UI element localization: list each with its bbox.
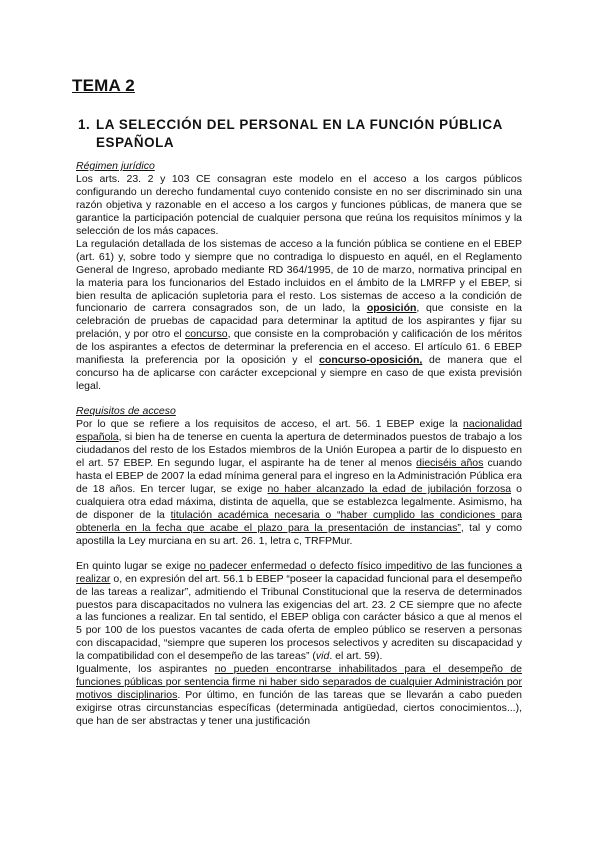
text-run: , que consiste en la celebración de pruebas de capacidad para determinar la aptitud de los aspirantes y fijar su prelación, y por otro el bbox=[76, 302, 522, 341]
subsection-title-regimen: Régimen jurídico bbox=[76, 160, 155, 172]
paragraph-regimen-1: Los arts. 23. 2 y 103 CE consagran este modelo en el acceso a los cargos públicos configurando un derecho fundamental cuyo contenido consiste en no ser discriminado sin una razón objetiva y razonable en el acceso a los cargos y funciones públicas, de manera que se garantice la participación potencial de cualquier persona que reúna los requisitos mínimos y la selección de los más capaces. bbox=[76, 172, 522, 237]
paragraph-regimen-2 bbox=[76, 238, 522, 393]
term-oposicion: oposición bbox=[366, 302, 417, 315]
subsection-title-requisitos: Requisitos de acceso bbox=[76, 405, 176, 418]
text-run: La regulación detallada de los sistemas de acceso a la función pública se contiene en el EBEP (art. 61) y, sobre todo y siempre que no contradiga lo dispuesto en aquél, en el Reglamento General de Ingreso, aprobado mediante RD 364/1995, de 10 de marzo, normativa principal en la materia para los funcionarios del Estado incluidos en el ámbito de la LMRFP y el EBEP, si bien resulta de aplicación supletoria para el resto. Los sistemas de acceso a la condición de funcionario de carrera consagrados son, de un lado, la bbox=[76, 237, 522, 315]
term-titulacion: titulación académica necesaria o “haber cumplido las condiciones para obtenerla en la fecha que acabe el plazo para la presentación de instancias” bbox=[76, 508, 522, 534]
text-run: Por lo que se refiere a los requisitos de acceso, el art. 56. 1 EBEP exige la bbox=[76, 418, 464, 431]
text-run: Igualmente, los aspirantes bbox=[76, 663, 215, 676]
text-run: . el art. 59). bbox=[329, 650, 383, 663]
section-number: 1. bbox=[78, 117, 91, 132]
section-heading bbox=[78, 116, 530, 152]
term-nacionalidad: nacionalidad española bbox=[76, 418, 522, 444]
chapter-title: TEMA 2 bbox=[72, 76, 135, 95]
text-run: En quinto lugar se exige bbox=[76, 559, 195, 572]
term-edad: dieciséis años bbox=[416, 456, 484, 469]
text-run: de manera que el concurso ha de aplicarse con carácter excepcional y siempre en caso de que exista previsión legal. bbox=[76, 354, 522, 393]
paragraph-requisitos-1 bbox=[76, 418, 522, 548]
term-vid: vid bbox=[315, 650, 330, 663]
paragraph-requisitos-3 bbox=[76, 663, 522, 728]
term-concurso: concurso bbox=[184, 328, 228, 341]
text-run: cuando hasta el EBEP de 2007 la edad mínima general para el ingreso en la Administración Pública era de 18 años. En tercer lugar, se exige bbox=[76, 456, 523, 495]
text-run: , tal y como apostilla la Ley murciana en su art. 26. 1, letra c, TRFPMur. bbox=[76, 521, 522, 547]
text-run: o cualquiera otra edad máxima, distinta de aquella, que se establezca legalmente. Asimismo, ha de disponer de la bbox=[76, 482, 522, 521]
term-concurso-oposicion: concurso-oposición, bbox=[319, 354, 423, 367]
term-enfermedad: no padecer enfermedad o defecto físico impeditivo de las funciones a realizar bbox=[76, 559, 522, 585]
paragraph-requisitos-2 bbox=[76, 560, 522, 664]
term-jubilacion: no haber alcanzado la edad de jubilación forzosa bbox=[267, 482, 512, 495]
text-run: , que consiste en la comprobación y calificación de los méritos de los aspirantes a efectos de determinar la preferencia en el acceso. El artículo 61. 6 EBEP manifiesta la preferencia por la oposición y el bbox=[76, 328, 522, 367]
term-inhabilitados: no pueden encontrarse inhabilitados para el desempeño de funciones públicas por sentencia firme ni haber sido separados de cualquier Administración por motivos disciplinarios bbox=[76, 663, 523, 702]
text-run: , si bien ha de tenerse en cuenta la apertura de determinados puestos de trabajo a los ciudadanos del resto de los Estados miembros de la Unión Europea a partir de lo dispuesto en el art. 57 EBEP. En segundo lugar, el aspirante ha de tener al menos bbox=[76, 431, 522, 469]
section-heading-text: LA SELECCIÓN DEL PERSONAL EN LA FUNCIÓN PÚBLICA ESPAÑOLA bbox=[96, 117, 503, 150]
document-body bbox=[76, 160, 522, 728]
text-run: o, en expresión del art. 56.1 b EBEP “poseer la capacidad funcional para el desempeño de las tareas a realizar”, admitiendo el Tribunal Constitucional que la reserva de determinados puestos para discapacitados no vulnera las exigencias del art. 23. 2 CE siempre que no afecte a las funciones a realizar. En tal sentido, el EBEP obliga con carácter básico a que al menos el 5 por 100 de los puestos vacantes de cada oferta de empleo público se reserven a personas con discapacidad, “siempre que superen los procesos selectivos y acrediten su discapacidad y la compatibilidad con el desempeño de las tareas” ( bbox=[76, 572, 522, 663]
text-run: . Por último, en función de las tareas que se llevarán a cabo pueden exigirse otras circunstancias específicas (determinada antigüedad, ciertos conocimientos...), que han de ser abstractas y tener una justificación bbox=[76, 689, 522, 728]
